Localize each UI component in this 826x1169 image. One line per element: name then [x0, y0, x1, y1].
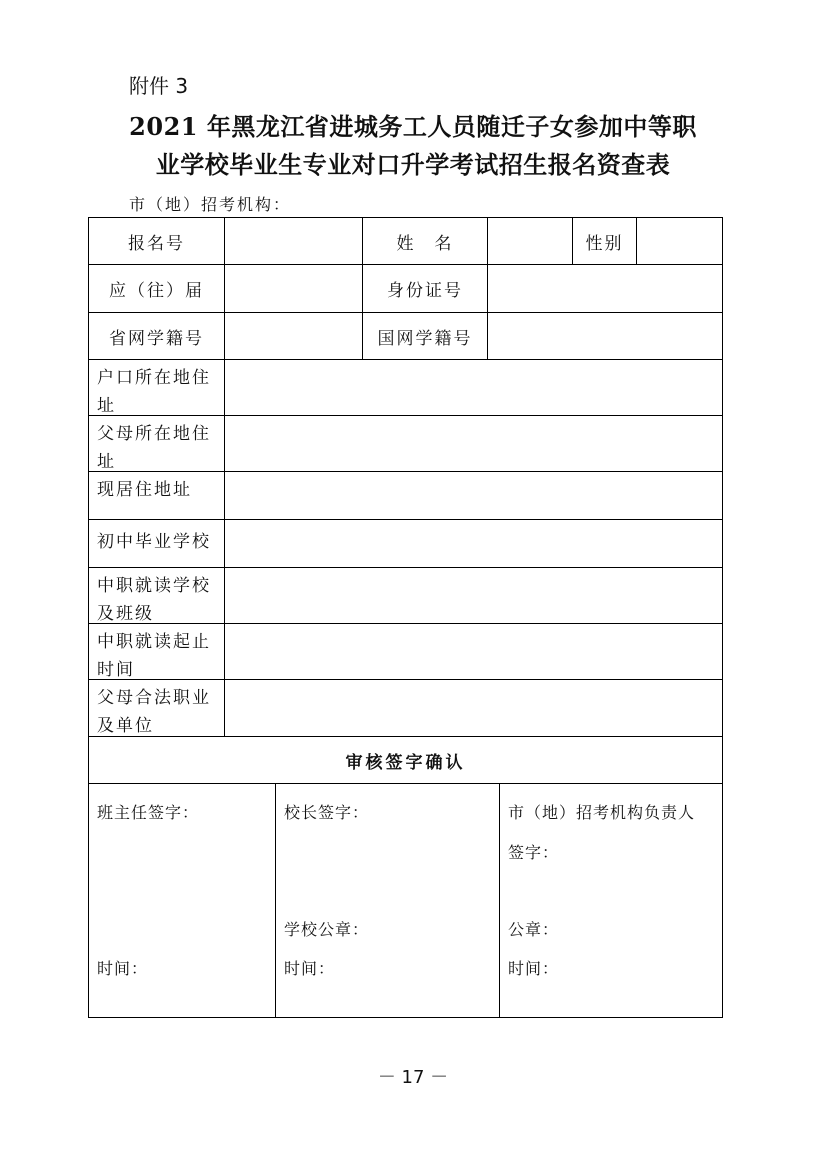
hukou-address-label: 户口所在地住址 — [88, 359, 225, 416]
teacher-signature-label: 班主任签字： — [97, 803, 200, 822]
reg-no-field[interactable] — [224, 217, 363, 265]
principal-time-label: 时间： — [284, 959, 336, 978]
voc-period-label: 中职就读起止时间 — [88, 623, 225, 680]
current-address-field[interactable] — [224, 471, 723, 520]
gender-field[interactable] — [636, 217, 723, 265]
prov-student-no-label: 省网学籍号 — [88, 312, 225, 360]
grad-year-label: 应（往）届 — [88, 264, 225, 313]
name-label: 姓 名 — [362, 217, 488, 265]
grad-year-field[interactable] — [224, 264, 363, 313]
document-title-line1: 2021 年黑龙江省进城务工人员随迁子女参加中等职 — [129, 112, 697, 141]
gender-label: 性别 — [572, 217, 637, 265]
org-head-signature-cell[interactable] — [499, 783, 723, 1018]
name-field[interactable] — [487, 217, 573, 265]
id-no-label: 身份证号 — [362, 264, 488, 313]
prov-student-no-field[interactable] — [224, 312, 363, 360]
org-head-label-line2: 签字： — [508, 843, 560, 862]
page-number: － 17 － — [377, 1067, 449, 1088]
attachment-label: 附件 3 — [129, 74, 189, 98]
parent-address-label: 父母所在地住址 — [88, 415, 225, 472]
org-head-label-line1: 市（地）招考机构负责人 — [508, 803, 696, 822]
teacher-signature-cell[interactable] — [88, 783, 276, 1018]
nat-student-no-label: 国网学籍号 — [362, 312, 488, 360]
principal-signature-cell[interactable] — [275, 783, 500, 1018]
school-seal-label: 学校公章： — [284, 920, 370, 939]
teacher-time-label: 时间： — [97, 959, 149, 978]
document-title-line2: 业学校毕业生专业对口升学考试招生报名资查表 — [155, 150, 671, 179]
review-section-title: 审核签字确认 — [88, 736, 723, 784]
org-time-label: 时间： — [508, 959, 560, 978]
current-address-label: 现居住地址 — [88, 471, 225, 520]
id-no-field[interactable] — [487, 264, 723, 313]
org-seal-label: 公章： — [508, 920, 560, 939]
parent-job-label: 父母合法职业及单位 — [88, 679, 225, 737]
nat-student-no-field[interactable] — [487, 312, 723, 360]
middle-school-field[interactable] — [224, 519, 723, 568]
middle-school-label: 初中毕业学校 — [88, 519, 225, 568]
hukou-address-field[interactable] — [224, 359, 723, 416]
voc-period-field[interactable] — [224, 623, 723, 680]
parent-address-field[interactable] — [224, 415, 723, 472]
voc-school-field[interactable] — [224, 567, 723, 624]
org-label: 市（地）招考机构： — [129, 195, 292, 214]
voc-school-label: 中职就读学校及班级 — [88, 567, 225, 624]
reg-no-label: 报名号 — [88, 217, 225, 265]
parent-job-field[interactable] — [224, 679, 723, 737]
principal-signature-label: 校长签字： — [284, 803, 370, 822]
